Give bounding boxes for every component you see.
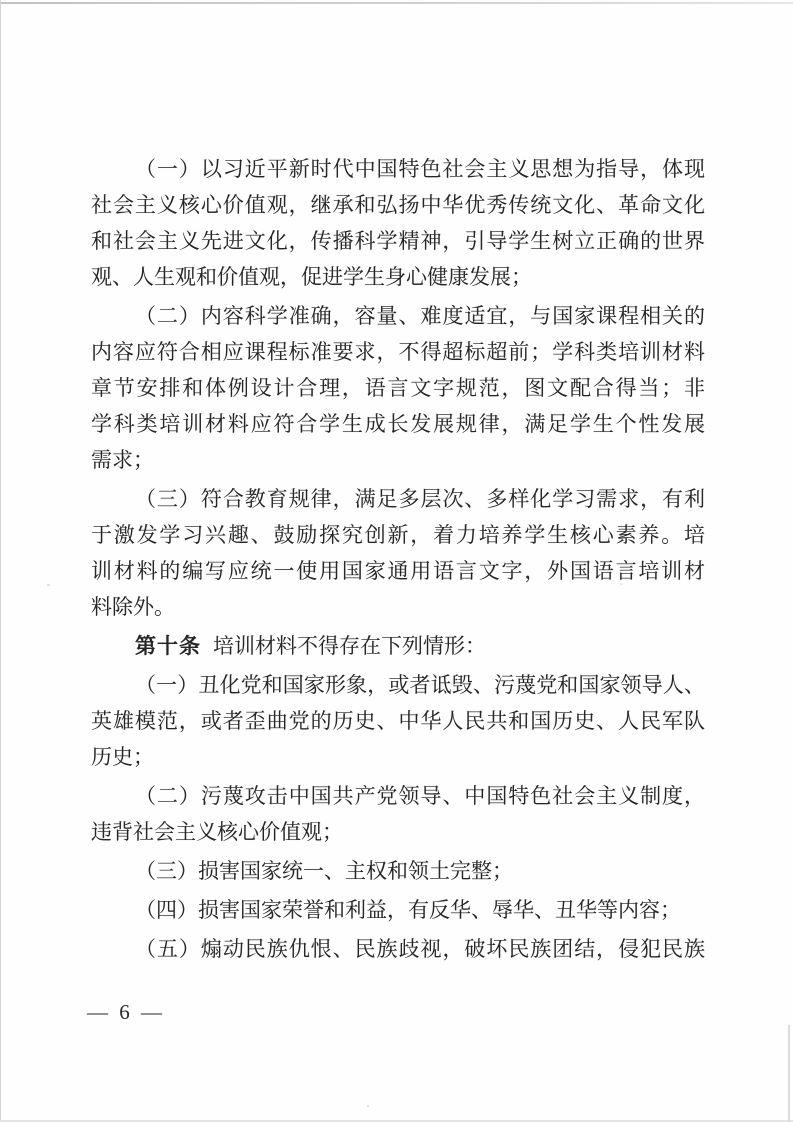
text-line: 需求； — [91, 448, 154, 472]
text-line: 于激发学习兴趣、鼓励探究创新，着力培养学生核心素养。培 — [91, 523, 705, 547]
text-line: （二）内容科学准确，容量、难度适宜，与国家课程相关的 — [135, 304, 705, 328]
page-number: — 6 — — [87, 1000, 165, 1024]
prohibition-clause-3 — [91, 853, 705, 889]
prohibition-clause-4 — [91, 892, 705, 928]
requirement-clause-3 — [91, 481, 705, 625]
text-line: （二）污蔑攻击中国共产党领导、中国特色社会主义制度， — [135, 784, 705, 808]
text-line: 社会主义核心价值观，继承和弘扬中华优秀传统文化、革命文化 — [91, 193, 705, 217]
prohibition-clause-2 — [91, 778, 705, 850]
requirement-clause-1 — [91, 151, 705, 295]
text-line: 训材料的编写应统一使用国家通用语言文字，外国语言培训材 — [91, 559, 705, 583]
prohibition-clause-5 — [91, 931, 705, 967]
text-line: 和社会主义先进文化，传播科学精神，引导学生树立正确的世界 — [91, 229, 705, 253]
text-line: 历史； — [91, 745, 154, 769]
text-line: 内容应符合相应课程标准要求，不得超标超前；学科类培训材料 — [91, 340, 705, 364]
text-line: 违背社会主义核心价值观； — [91, 820, 343, 844]
text-line: （三）损害国家统一、主权和领土完整； — [135, 859, 513, 883]
document-body — [91, 151, 705, 970]
text-line: 学科类培训材料应符合学生成长发展规律，满足学生个性发展 — [91, 412, 705, 436]
text-line: 料除外。 — [91, 595, 175, 619]
scan-edge-top — [0, 2, 793, 4]
scan-speck — [47, 584, 50, 586]
text-line: 章节安排和体例设计合理，语言文字规范，图文配合得当；非 — [91, 376, 705, 400]
scan-speck — [367, 1105, 369, 1107]
text-line: 英雄模范，或者歪曲党的历史、中华人民共和国历史、人民军队 — [91, 709, 705, 733]
scan-edge-left — [0, 0, 1, 1122]
text-line: （一）丑化党和国家形象，或者诋毁、污蔑党和国家领导人、 — [135, 673, 705, 697]
text-line: （三）符合教育规律，满足多层次、多样化学习需求，有利 — [135, 487, 705, 511]
text-line: 第十条 培训材料不得存在下列情形： — [135, 634, 486, 658]
text-line: 观、人生观和价值观，促进学生身心健康发展； — [91, 265, 532, 289]
requirement-clause-2 — [91, 298, 705, 478]
article-number-label: 第十条 — [135, 634, 201, 658]
article-10-heading — [91, 628, 705, 664]
text-line: （四）损害国家荣誉和利益，有反华、辱华、丑华等内容； — [135, 898, 681, 922]
text-line: （一）以习近平新时代中国特色社会主义思想为指导，体现 — [135, 157, 705, 181]
text-line: （五）煽动民族仇恨、民族歧视，破坏民族团结，侵犯民族 — [135, 937, 705, 961]
scan-edge-right — [788, 1025, 790, 1122]
prohibition-clause-1 — [91, 667, 705, 775]
